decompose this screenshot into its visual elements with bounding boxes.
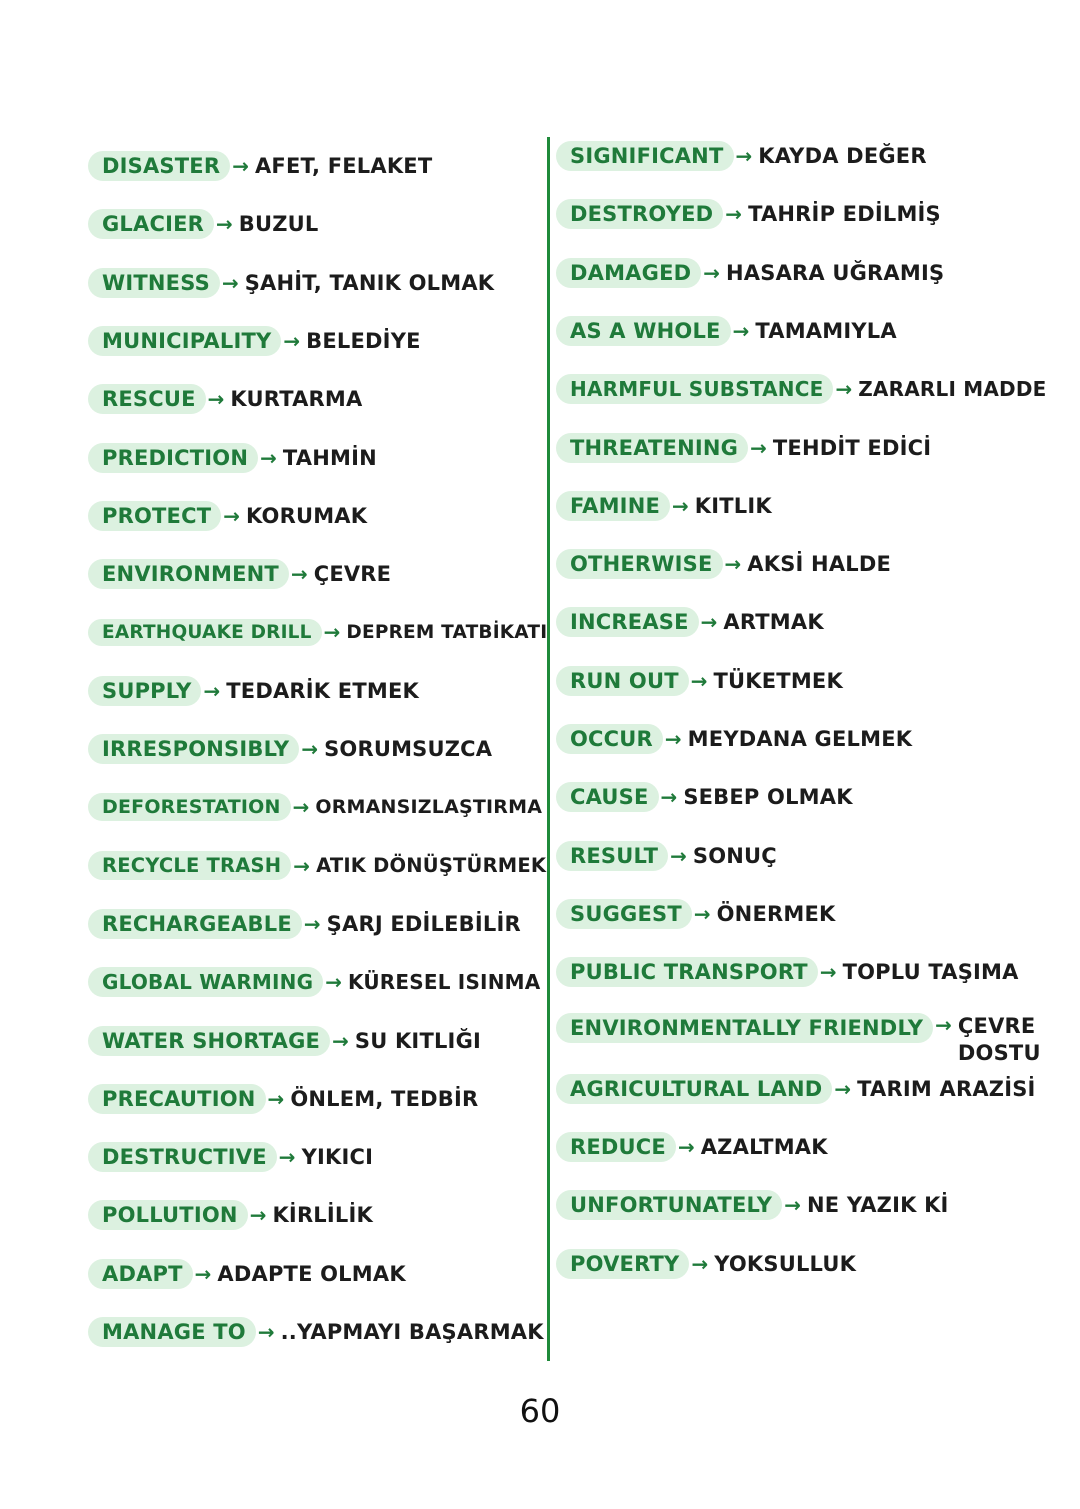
- arrow-icon: →: [935, 1012, 952, 1037]
- vocabulary-term: DESTROYED: [556, 199, 723, 229]
- turkish-meaning: ZARARLI MADDE: [858, 377, 1047, 402]
- arrow-icon: →: [703, 260, 721, 285]
- vocabulary-entry: [88, 906, 521, 942]
- vocabulary-term: MUNICIPALITY: [88, 326, 281, 356]
- turkish-meaning: ŞARJ EDİLEBİLİR: [326, 911, 521, 936]
- turkish-meaning: HASARA UĞRAMIŞ: [726, 260, 945, 285]
- arrow-icon: →: [691, 1251, 709, 1276]
- vocabulary-term: RUN OUT: [556, 666, 689, 696]
- arrow-icon: →: [672, 493, 689, 518]
- turkish-meaning: AFET, FELAKET: [254, 154, 433, 178]
- vocabulary-entry: [88, 148, 432, 184]
- turkish-meaning: ÇEVRE: [313, 562, 392, 587]
- vocabulary-term: SUPPLY: [88, 676, 201, 706]
- vocabulary-entry: [556, 255, 944, 291]
- vocabulary-entry: [88, 673, 419, 709]
- turkish-meaning: BUZUL: [238, 212, 319, 237]
- arrow-icon: →: [784, 1193, 801, 1218]
- column-divider: [547, 137, 550, 1361]
- turkish-meaning: DEPREM TATBİKATI: [346, 621, 548, 643]
- vocabulary-term: RESULT: [556, 841, 668, 871]
- vocabulary-term: GLOBAL WARMING: [88, 967, 323, 997]
- vocabulary-entry: [556, 371, 1047, 407]
- turkish-meaning: SU KITLIĞI: [354, 1028, 482, 1053]
- vocabulary-term: AGRICULTURAL LAND: [556, 1074, 832, 1104]
- vocabulary-term: RECHARGEABLE: [88, 909, 302, 939]
- arrow-icon: →: [725, 202, 743, 227]
- turkish-meaning: ÇEVRE: [957, 1013, 1036, 1038]
- arrow-icon: →: [700, 610, 718, 635]
- arrow-icon: →: [835, 377, 853, 402]
- arrow-icon: →: [194, 1261, 212, 1286]
- vocabulary-entry: [556, 838, 777, 874]
- turkish-meaning: KÜRESEL ISINMA: [347, 970, 541, 995]
- arrow-icon: →: [257, 1320, 275, 1344]
- vocabulary-term: AS A WHOLE: [556, 316, 731, 346]
- turkish-meaning: ARTMAK: [723, 610, 824, 635]
- vocabulary-term: DESTRUCTIVE: [88, 1142, 277, 1172]
- vocabulary-entry: [88, 206, 319, 242]
- arrow-icon: →: [690, 668, 708, 693]
- vocabulary-entry: [88, 265, 494, 301]
- turkish-meaning: BELEDİYE: [306, 328, 421, 353]
- vocabulary-entry: [88, 498, 367, 534]
- vocabulary-term: PUBLIC TRANSPORT: [556, 957, 818, 987]
- vocabulary-entry: [88, 1314, 544, 1350]
- turkish-meaning: SONUÇ: [692, 843, 777, 868]
- arrow-icon: →: [293, 853, 311, 878]
- arrow-icon: →: [750, 435, 767, 460]
- arrow-icon: →: [207, 387, 225, 412]
- vocabulary-entry: [556, 546, 891, 582]
- vocabulary-entry: [556, 138, 927, 174]
- vocabulary-term: INCREASE: [556, 607, 699, 637]
- vocabulary-entry: [88, 381, 362, 417]
- turkish-meaning: KURTARMA: [230, 387, 363, 412]
- vocabulary-term: IRRESPONSIBLY: [88, 734, 299, 764]
- arrow-icon: →: [216, 212, 233, 237]
- vocabulary-term: POLLUTION: [88, 1200, 248, 1230]
- arrow-icon: →: [303, 911, 321, 936]
- vocabulary-entry: [556, 1071, 1036, 1107]
- turkish-meaning: MEYDANA GELMEK: [687, 727, 913, 751]
- vocabulary-term: ENVIRONMENTALLY FRIENDLY: [556, 1013, 933, 1043]
- arrow-icon: →: [267, 1086, 285, 1111]
- turkish-meaning: ADAPTE OLMAK: [217, 1261, 406, 1286]
- vocabulary-entry: [88, 731, 492, 767]
- turkish-meaning: ORMANSIZLAŞTIRMA: [315, 796, 543, 819]
- arrow-icon: →: [819, 960, 837, 985]
- turkish-meaning: ATIK DÖNÜŞTÜRMEK: [316, 854, 547, 878]
- vocabulary-term: ADAPT: [88, 1259, 193, 1289]
- arrow-icon: →: [735, 144, 753, 168]
- arrow-icon: →: [223, 503, 240, 528]
- vocabulary-entry: [88, 614, 547, 650]
- vocabulary-term: SIGNIFICANT: [556, 141, 734, 171]
- vocabulary-entry: [88, 556, 391, 592]
- turkish-meaning: TAHMİN: [282, 445, 377, 470]
- arrow-icon: →: [278, 1145, 296, 1170]
- vocabulary-term: SUGGEST: [556, 899, 692, 929]
- vocabulary-entry: [88, 323, 421, 359]
- turkish-meaning: SEBEP OLMAK: [683, 785, 853, 810]
- vocabulary-entry: [556, 896, 835, 932]
- turkish-meaning: TÜKETMEK: [713, 668, 843, 693]
- arrow-icon: →: [203, 678, 221, 703]
- turkish-meaning: YOKSULLUK: [714, 1251, 857, 1276]
- vocabulary-term: WITNESS: [88, 268, 220, 298]
- turkish-meaning: TEDARİK ETMEK: [226, 678, 419, 703]
- vocabulary-term: DEFORESTATION: [88, 793, 291, 821]
- arrow-icon: →: [249, 1203, 267, 1228]
- vocabulary-term: RESCUE: [88, 384, 206, 414]
- vocabulary-entry: [556, 663, 843, 699]
- arrow-icon: →: [732, 318, 750, 343]
- arrow-icon: →: [332, 1028, 349, 1053]
- vocabulary-term: WATER SHORTAGE: [88, 1026, 330, 1056]
- vocabulary-entry: [88, 1256, 406, 1292]
- turkish-meaning: SORUMSUZCA: [324, 737, 493, 761]
- vocabulary-entry: [88, 1023, 481, 1059]
- arrow-icon: →: [664, 727, 682, 751]
- arrow-icon: →: [724, 552, 742, 577]
- turkish-meaning: TARIM ARAZİSİ: [857, 1076, 1036, 1101]
- vocabulary-entry: [556, 196, 941, 232]
- turkish-meaning: ÖNLEM, TEDBİR: [290, 1086, 479, 1111]
- vocabulary-entry: [556, 1246, 856, 1282]
- vocabulary-entry: [556, 313, 897, 349]
- vocabulary-term: FAMINE: [556, 491, 670, 521]
- turkish-meaning: TOPLU TAŞIMA: [842, 960, 1019, 985]
- vocabulary-term: OTHERWISE: [556, 549, 723, 579]
- vocabulary-entry: [556, 1013, 1041, 1067]
- turkish-meaning-line-2: DOSTU: [957, 1040, 1041, 1065]
- meaning-stack: [958, 1013, 1041, 1067]
- vocabulary-entry: [556, 1187, 949, 1223]
- vocabulary-entry: [88, 789, 542, 825]
- turkish-meaning: NE YAZIK Kİ: [806, 1193, 949, 1218]
- arrow-icon: →: [670, 843, 687, 868]
- vocabulary-term: CAUSE: [556, 782, 659, 812]
- vocabulary-entry: [88, 1197, 373, 1233]
- vocabulary-term: MANAGE TO: [88, 1317, 256, 1347]
- vocabulary-entry: [556, 721, 912, 757]
- vocabulary-entry: [88, 848, 546, 884]
- vocabulary-term: RECYCLE TRASH: [88, 851, 291, 880]
- turkish-meaning: TEHDİT EDİCİ: [772, 435, 932, 460]
- turkish-meaning: AZALTMAK: [700, 1135, 828, 1160]
- arrow-icon: →: [290, 562, 308, 587]
- vocabulary-entry: [88, 1081, 478, 1117]
- turkish-meaning: ÖNERMEK: [716, 901, 836, 926]
- vocabulary-entry: [88, 1139, 373, 1175]
- turkish-meaning: ŞAHİT, TANIK OLMAK: [244, 270, 495, 295]
- turkish-meaning: TAMAMIYLA: [755, 318, 897, 343]
- arrow-icon: →: [677, 1135, 695, 1160]
- vocabulary-term: OCCUR: [556, 724, 663, 754]
- arrow-icon: →: [221, 270, 239, 295]
- turkish-meaning: KİRLİLİK: [272, 1203, 373, 1228]
- turkish-meaning: KAYDA DEĞER: [758, 144, 927, 168]
- turkish-meaning: KITLIK: [694, 493, 772, 518]
- turkish-meaning: ..YAPMAYI BAŞARMAK: [280, 1320, 544, 1344]
- vocabulary-term: PROTECT: [88, 501, 221, 531]
- vocabulary-term: PREDICTION: [88, 443, 258, 473]
- vocabulary-term: THREATENING: [556, 433, 748, 463]
- vocabulary-term: REDUCE: [556, 1132, 676, 1162]
- turkish-meaning: TAHRİP EDİLMİŞ: [748, 202, 941, 227]
- turkish-meaning: KORUMAK: [246, 503, 368, 528]
- arrow-icon: →: [301, 737, 319, 761]
- vocabulary-term: EARTHQUAKE DRILL: [88, 619, 322, 646]
- arrow-icon: →: [834, 1076, 852, 1101]
- vocabulary-entry: [556, 604, 824, 640]
- arrow-icon: →: [260, 445, 277, 470]
- vocabulary-entry: [556, 1129, 828, 1165]
- arrow-icon: →: [232, 154, 249, 178]
- vocabulary-entry: [88, 964, 540, 1000]
- vocabulary-term: PRECAUTION: [88, 1084, 266, 1114]
- vocabulary-term: ENVIRONMENT: [88, 559, 289, 589]
- vocabulary-term: GLACIER: [88, 209, 214, 239]
- arrow-icon: →: [323, 620, 341, 645]
- arrow-icon: →: [325, 970, 342, 995]
- turkish-meaning: AKSİ HALDE: [747, 552, 892, 577]
- vocabulary-entry: [556, 430, 931, 466]
- vocabulary-entry: [556, 488, 772, 524]
- vocabulary-entry: [556, 779, 853, 815]
- page-number: 60: [519, 1392, 561, 1430]
- vocabulary-term: HARMFUL SUBSTANCE: [556, 374, 833, 404]
- arrow-icon: →: [283, 328, 301, 353]
- vocabulary-term: UNFORTUNATELY: [556, 1190, 782, 1220]
- vocabulary-term: DISASTER: [88, 151, 230, 181]
- vocabulary-term: POVERTY: [556, 1249, 689, 1279]
- arrow-icon: →: [660, 785, 678, 810]
- arrow-icon: →: [693, 901, 711, 926]
- vocabulary-term: DAMAGED: [556, 258, 701, 288]
- turkish-meaning: YIKICI: [301, 1145, 374, 1170]
- vocabulary-entry: [556, 954, 1019, 990]
- arrow-icon: →: [292, 795, 310, 820]
- vocabulary-entry: [88, 440, 377, 476]
